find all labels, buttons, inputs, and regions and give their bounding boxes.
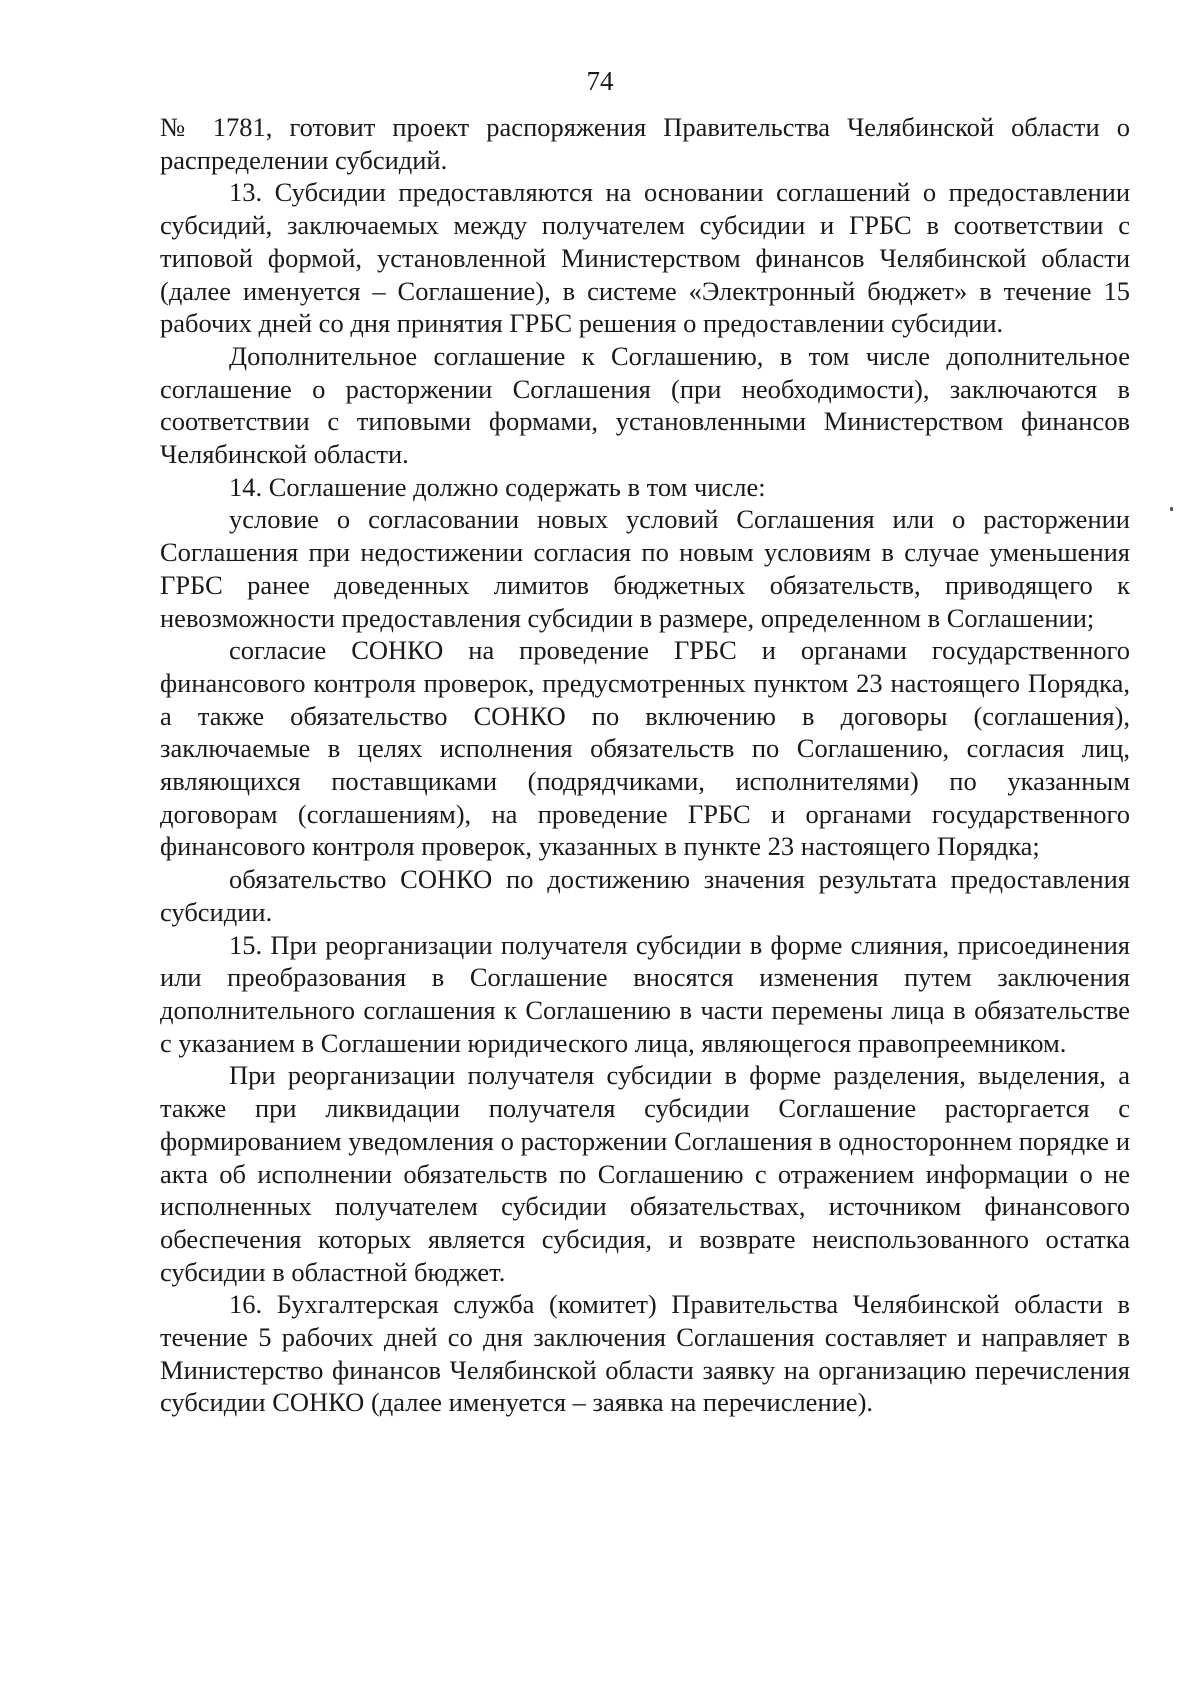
- paragraph-reorganization: При реорганизации получателя субсидии в форме разделения, выделения, а также при ликвидации получателя субсидии Соглашение расторгается с формированием уведомления о расторжении Соглашения в одностороннем порядке и акта об исполнении обязательств по Соглашению с отражением информации о не исполненных получателем субсидии обязательствах, источником финансового обеспечения которых является субсидия, и возврате неиспользованного остатка субсидии в областной бюджет.: [160, 1060, 1130, 1287]
- paragraph-obligation-clause: обязательство СОНКО по достижению значения результата предоставления субсидии.: [160, 864, 1130, 927]
- paragraph-item-16: 16. Бухгалтерская служба (комитет) Правительства Челябинской области в течение 5 рабочих дней со дня заключения Соглашения составляет и направляет в Министерство финансов Челябинской области заявку на организацию перечисления субсидии СОНКО (далее именуется – заявка на перечисление).: [160, 1289, 1130, 1418]
- paragraph-additional-agreement: Дополнительное соглашение к Соглашению, в том числе дополнительное соглашение о расторжении Соглашения (при необходимости), заключаются в соответствии с типовыми формами, установленными Министерством финансов Челябинской области.: [160, 340, 1130, 470]
- paragraph-condition-clause: условие о согласовании новых условий Соглашения или о расторжении Соглашения при недостижении согласия по новым условиям в случае уменьшения ГРБС ранее доведенных лимитов бюджетных обязательств, приводящего к невозможности предоставления субсидии в размере, определенном в Соглашении;: [160, 504, 1130, 633]
- page-number: 74: [586, 66, 614, 96]
- paragraph-consent-clause: согласие СОНКО на проведение ГРБС и органами государственного финансового контроля проверок, предусмотренных пунктом 23 настоящего Порядка, а также обязательство СОНКО по включению в договоры (соглашения), заключаемые в целях исполнения обязательств по Соглашению, согласия лиц, являющихся поставщиками (подрядчиками, исполнителями) по указанным договорам (соглашениям), на проведение ГРБС и органами государственного финансового контроля проверок, указанных в пункте 23 настоящего Порядка;: [160, 635, 1130, 862]
- paragraph-item-15: 15. При реорганизации получателя субсидии в форме слияния, присоединения или преобразования в Соглашение вносятся изменения путем заключения дополнительного соглашения к Соглашению в части перемены лица в обязательстве с указанием в Соглашении юридического лица, являющегося правопреемником.: [160, 929, 1130, 1058]
- paragraph-item-14: 14. Соглашение должно содержать в том числе:: [229, 471, 766, 502]
- paragraph-continuation: № 1781, готовит проект распоряжения Правительства Челябинской области о распределении субсидий.: [160, 112, 1130, 175]
- document-body: [160, 111, 1130, 1419]
- scan-speck: [1170, 507, 1173, 511]
- paragraph-item-13: 13. Субсидии предоставляются на основании соглашений о предоставлении субсидий, заключаемых между получателем субсидии и ГРБС в соответствии с типовой формой, установленной Министерством финансов Челябинской области (далее именуется – Соглашение), в системе «Электронный бюджет» в течение 15 рабочих дней со дня принятия ГРБС решения о предоставлении субсидии.: [160, 177, 1130, 339]
